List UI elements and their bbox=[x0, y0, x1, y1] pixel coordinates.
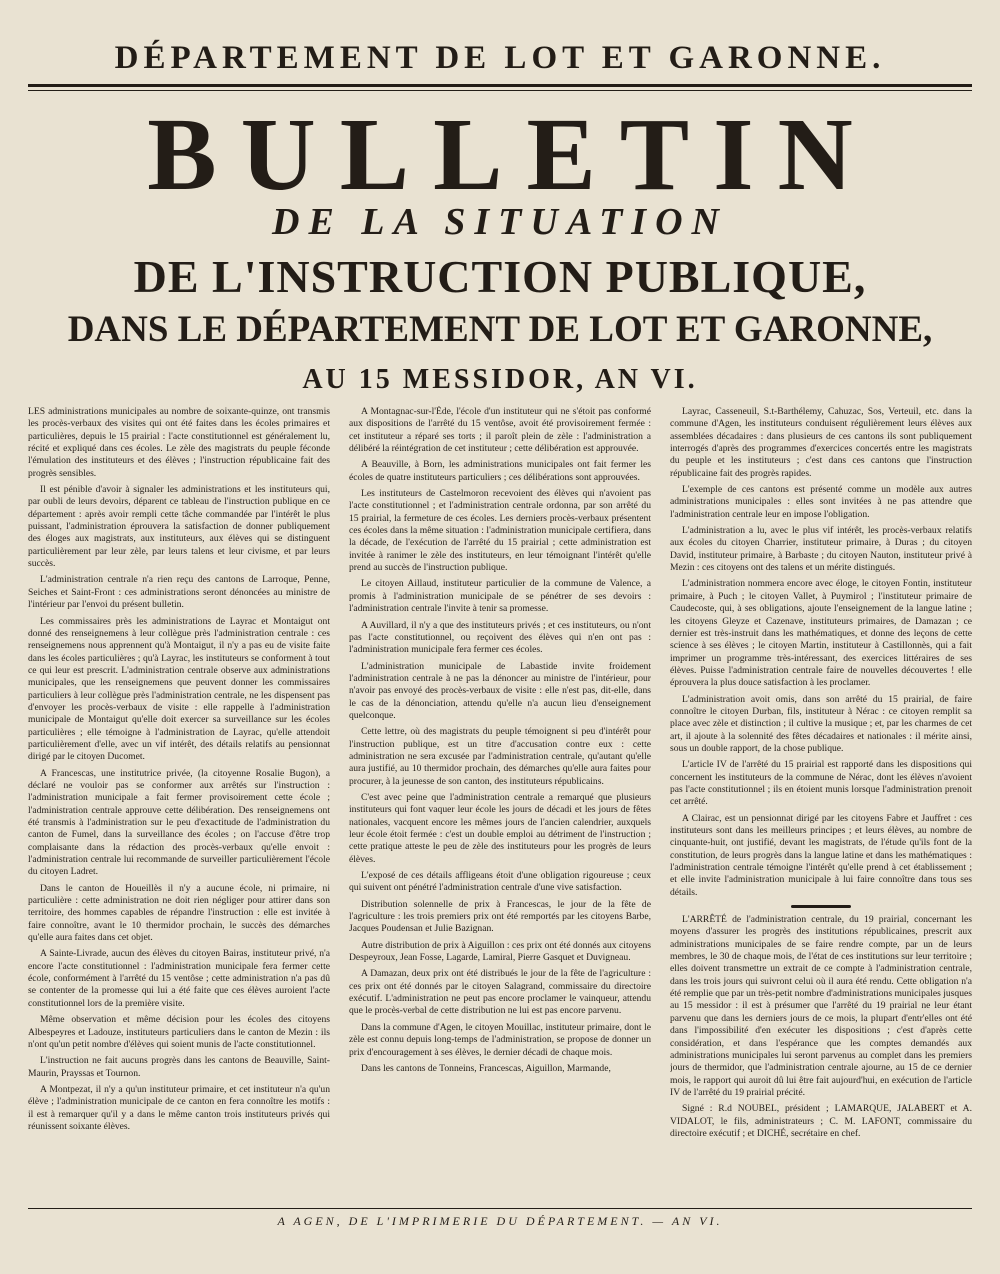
title-line-instruction: DE L'INSTRUCTION PUBLIQUE, bbox=[133, 251, 867, 302]
paragraph: A Beauville, à Born, les administrations municipales ont fait fermer les écoles de quatre instituteurs particuliers ; ces délibérations sont approuvées. bbox=[349, 459, 651, 483]
text-column-3 bbox=[670, 406, 972, 1198]
paragraph: Dans le canton de Houeillès il n'y a aucune école, ni primaire, ni particulière : cette administration ne doit rien négliger pour attirer dans son territoire, des hommes capables de répandre l'instruction : elle est invitée à faire connoître, avant le 10 thermidor prochain, le succès des démarches qu'elle aura faites dans cet objet. bbox=[28, 882, 330, 944]
text-columns bbox=[28, 406, 972, 1198]
header-rule-thin bbox=[28, 90, 972, 91]
paragraph: L'administration a lu, avec le plus vif intérêt, les procès-verbaux relatifs aux écoles du citoyen Charrier, instituteur primaire, à Duras ; du citoyen David, instituteur primaire, à Barbaste ; du citoyen Nauton, instituteur privé à Mezin : ces citoyens ont des talens et un mérite distingués. bbox=[670, 525, 972, 574]
paragraph: A Damazan, deux prix ont été distribués le jour de la fête de l'agriculture : ces prix ont été donnés par le citoyen Salagrand, commissaire du directoire exécutif. L'administration ne peut pas encore proclamer le vainqueur, attendu que le procès-verbal de cette distribution ne lui est pas encore parvenu. bbox=[349, 968, 651, 1017]
paragraph: L'administration municipale de Labastide invite froidement l'administration centrale à ne pas la dénoncer au ministre de l'intérieur, pour n'avoir pas envoyé des procès-verbaux de visite : elle n'est pas, dit-elle, dans le cas de la dénonciation, attendu qu'elle n'a aucun lieu d'enseignement quelconque. bbox=[349, 660, 651, 721]
title-line-department: DANS LE DÉPARTEMENT DE LOT ET GARONNE, bbox=[67, 309, 933, 350]
department-header: DÉPARTEMENT DE LOT ET GARONNE. bbox=[114, 40, 886, 76]
paragraph: Il est pénible d'avoir à signaler les administrations et les instituteurs qui, par oubli de leurs devoirs, déparent ce tableau de l'instruction publique en ce département : après avoir rempli cette tâche commandée par l'intérêt le plus puissant, l'administration éprouvera la satisfaction de donner publiquement des éloges aux magistrats, aux instituteurs, aux élèves qui se distinguent particulièrement par leur zèle, par leurs talens et leur civisme, et par leurs succès. bbox=[28, 484, 330, 570]
paragraph: A Clairac, est un pensionnat dirigé par les citoyens Fabre et Jauffret : ces instituteurs sont dans les meilleurs principes ; et leurs élèves, au nombre de cinquante-huit, ont justifié, devant les magistrats, de l'étude qu'ils font de la constitution, de leurs progrès dans la langue latine et dans les mathématiques : l'administration centrale témoigne l'intérêt qu'elle prend à cet établissement ; et elle invite l'administration municipale à lui faire connoître dans tous ses détails. bbox=[670, 812, 972, 898]
paragraph: L'administration avoit omis, dans son arrêté du 15 prairial, de faire connoître le citoyen Durban, fils, instituteur à Nérac : ce citoyen remplit sa place avec zèle et distinction ; il cultive la musique ; et, par les charmes de cet art, il ajoute à la solennité des fêtes décadaires et nationales : il mérite ainsi, sous un double rapport, de la chose publique. bbox=[670, 693, 972, 754]
paragraph: A Montpezat, il n'y a qu'un instituteur primaire, et cet instituteur n'a qu'un élève ; l'administration municipale de ce canton en fera connoître les motifs : il est à remarquer qu'il y a dans le même canton trois instituteurs privés qui réunissent soixante élèves. bbox=[28, 1083, 330, 1132]
paragraph: Distribution solennelle de prix à Francescas, le jour de la fête de l'agriculture : les trois premiers prix ont été remportés par les citoyens Barbe, Jacques Poudensan et Julie Bazignan. bbox=[349, 898, 651, 935]
document-subtitle: DE LA SITUATION bbox=[272, 201, 728, 243]
printer-imprint: A AGEN, DE L'IMPRIMERIE DU DÉPARTEMENT. — AN VI. bbox=[277, 1214, 723, 1228]
paragraph: Le citoyen Aillaud, instituteur particulier de la commune de Valence, a promis à l'administration municipale de se pénétrer de ses devoirs : l'administration centrale l'invite à tenir sa promesse. bbox=[349, 578, 651, 615]
paragraph: Même observation et même décision pour les écoles des citoyens Albespeyres et Ladouze, instituteurs particuliers dans le canton de Mezin : ils n'ont qu'un petit nombre d'élèves qui soient munis de l'acte constitutionnel. bbox=[28, 1014, 330, 1050]
paragraph: C'est avec peine que l'administration centrale a remarqué que plusieurs instituteurs qui font vaquer leur école les jours de décadi et les jours de fêtes nationales, vacquent encore les mêmes jours de l'ancien calendrier, auxquels leur école étoit fermée : c'est un double emploi au détriment de l'instruction ; cette pratique atteste le peu de zèle des instituteurs pour les progrès de leurs élèves. bbox=[349, 791, 651, 865]
paragraph: L'administration centrale n'a rien reçu des cantons de Larroque, Penne, Seiches et Saint-Front : ces administrations seront dénoncées au ministre de l'intérieur par l'envoi du présent bulletin. bbox=[28, 574, 330, 611]
paragraph: Signé : R.d NOUBEL, président ; LAMARQUE, JALABERT et A. VIDALOT, le fils, administrateurs ; C. M. LAFONT, commissaire du directoire exécutif ; et DICHÉ, secrétaire en chef. bbox=[670, 1103, 972, 1139]
text-column-1 bbox=[28, 406, 330, 1198]
paragraph: Layrac, Casseneuil, S.t-Barthélemy, Cahuzac, Sos, Verteuil, etc. dans la commune d'Agen, les instituteurs conduisent régulièrement leurs élèves aux assemblées décadaires : dans plusieurs de ces cantons ils sont publiquement interrogés d'après des programmes d'exercices concertés entre les magistrats du peuple et les instituteurs ; c'est dans ces cantons que l'instruction républicaine fait des progrès rapides. bbox=[670, 406, 972, 479]
paragraph: Les instituteurs de Castelmoron recevoient des élèves qui n'avoient pas l'acte constitutionnel ; et l'administration centrale ordonna, par son arrêté du 15 prairial, la fermeture de ces écoles. Les derniers procès-verbaux présentent ces écoles dans la même situation : l'administration municipale certifiera, dans la décade, de l'exécution de l'arrêté du 15 prairial ; cette administration est invitée à ranimer le zèle des instituteurs, en leur témoignant l'intérêt qu'elle prend au succès de l'instruction publique. bbox=[349, 488, 651, 574]
paragraph: A Sainte-Livrade, aucun des élèves du citoyen Bairas, instituteur privé, n'a encore l'acte constitutionnel : l'administration municipale fera fermer cette école, conformément à l'arrêté du 15 ventôse ; cette administration n'a pas dû se contenter de la promesse qui lui a été faite que ces élèves auroient l'acte constitutionnel lors de la première visite. bbox=[28, 948, 330, 1009]
document-title: BULLETIN bbox=[147, 97, 877, 212]
paragraph: L'article IV de l'arrêté du 15 prairial est rapporté dans les dispositions qui concernent les instituteurs de la commune de Nérac, dont les élèves n'avoient pas l'acte constitutionnel ; ils en étoient munis lorsque l'administration prenoit cet arrêté. bbox=[670, 759, 972, 808]
text-column-2 bbox=[349, 406, 651, 1198]
paragraph: L'exposé de ces détails affligeans étoit d'une obligation rigoureuse ; ceux qui suivent ont pénétré l'administration centrale d'une vive satisfaction. bbox=[349, 870, 651, 894]
header-rule-thick bbox=[28, 84, 972, 87]
paragraph: A Francescas, une institutrice privée, (la citoyenne Rosalie Bugon), a déclaré ne vouloir pas se conformer aux arrêtés sur l'instruction : l'administration municipale a fait fermer provisoirement cette école ; l'administration centrale approuve cette délibération. Des renseignemens ont été transmis à l'administration sur le peu d'exactitude de l'administration du canton de Fumel, dans la surveillance des écoles ; on l'accuse d'être trop complaisante dans la rédaction des procès-verbaux qu'elle envoit : l'administration centrale lui recommande de surveiller particulièrement l'école du citoyen Ladret. bbox=[28, 767, 330, 878]
paragraph: Cette lettre, où des magistrats du peuple témoignent si peu d'intérêt pour l'instruction publique, est un titre d'accusation contre eux : cette administration ne sera excusée par l'administration centrale, qu'autant qu'elle aura justifié, au 10 thermidor prochain, des démarches qu'elle aura faites pour procurer, à la jeunesse de son canton, des instituteurs républicains. bbox=[349, 726, 651, 787]
section-divider bbox=[791, 905, 851, 908]
paragraph: Les commissaires près les administrations de Layrac et Montaigut ont donné des renseignemens à leur collègue près l'administration centrale : ces renseignemens nous apprennent qu'à Montaigut, il n'y a pas eu de visite faite dans les écoles particulières ; qu'à Layrac, les instituteurs se conforment à tout ce qui leur est prescrit. L'administration centrale observe aux administrations municipales, que les renseignemens que peuvent donner les commissaires particuliers à leur collègue près l'administration centrale, ne les dispensent pas d'envoyer les procès-verbaux de visite : elle rappelle à l'administration municipale de Montaigut qu'elle doit exercer sa surveillance sur les écoles particulières ; elle témoigne à l'administration de Layrac, qu'elle attendoit particulièrement d'elle, avec un vif intérêt, des détails relatifs au pensionnat dirigé par le citoyen Ducomet. bbox=[28, 615, 330, 763]
paragraph: A Montagnac-sur-l'Ède, l'école d'un instituteur qui ne s'étoit pas conformé aux dispositions de l'arrêté du 15 ventôse, avoit été provisoirement fermée : cet instituteur a réparé ses torts ; il paroît plein de zèle : l'administration a délibéré la réintégration de cet instituteur ; cette délibération est approuvée. bbox=[349, 406, 651, 455]
paragraph: A Auvillard, il n'y a que des instituteurs privés ; et ces instituteurs, ou n'ont pas l'acte constitutionnel, ou reçoivent des élèves qui n'en ont pas : l'administration municipale fera fermer ces écoles. bbox=[349, 619, 651, 656]
title-line-date: AU 15 MESSIDOR, AN VI. bbox=[302, 364, 698, 395]
paragraph: L'ARRÊTÉ de l'administration centrale, du 19 prairial, concernant les moyens d'assurer les progrès des institutions républicaines, prescrit aux administrations municipales de se faire rendre compte, par un de leurs membres, le 30 de chaque mois, de l'état de ces institutions sur leur territoire ; elles doivent transmettre un extrait de ce compte à l'administration centrale, dans les trois jours qui suivront celui où il aura été rendu. Cette obligation n'a été remplie que par un très-petit nombre d'administrations municipales jusques au 15 messidor : il est à présumer que l'arrêté du 19 prairial ne leur étant parvenu que dans les derniers jours de ce mois, la plupart d'entr'elles ont été dans l'impossibilité d'en exécuter les dispositions ; c'est d'après cette considération, et dans l'espérance que les comptes demandés aux administrations municipales lui seront parvenus au complet dans les premiers jours de thermidor, que l'administration centrale ajourne, au 15 de ce dernier mois, le rapport qui auroit dû lui être fait aujourd'hui, en exécution de l'article IV de l'arrêté du 19 prairial précité. bbox=[670, 914, 972, 1098]
footer-rule bbox=[28, 1208, 972, 1209]
paragraph: Dans les cantons de Tonneins, Francescas, Aiguillon, Marmande, bbox=[361, 1062, 611, 1074]
paragraph: Dans la commune d'Agen, le citoyen Mouillac, instituteur primaire, dont le zèle est connu depuis long-temps de l'administration, se propose de donner un prix d'encouragement à ses élèves, le dernier décadi de chaque mois. bbox=[349, 1021, 651, 1058]
paragraph: Autre distribution de prix à Aiguillon : ces prix ont été donnés aux citoyens Despeyroux, Jean Fosse, Lagarde, Lamiral, Pierre Gasquet et Duvigneau. bbox=[349, 939, 651, 964]
paragraph: L'instruction ne fait aucuns progrès dans les cantons de Beauville, Saint-Maurin, Prayssas et Tournon. bbox=[28, 1055, 330, 1079]
paragraph: LES administrations municipales au nombre de soixante-quinze, ont transmis les procès-verbaux des visites qui ont été faites dans les écoles primaires et particulières, depuis le 15 prairial : l'acte constitutionnel est généralement lu, récité et expliqué dans ces écoles. Le zèle des magistrats du peuple féconde l'émulation des instituteurs et des élèves ; l'instruction républicaine fait des progrès sensibles. bbox=[28, 406, 330, 479]
paragraph: L'administration nommera encore avec éloge, le citoyen Fontin, instituteur primaire, à Puch ; le citoyen Vallet, à Puymirol ; l'instituteur primaire de Caudecoste, qui, à ses obligations, ajoute l'enseignement de la langue latine ; les citoyens Gleyze et Cazenave, instituteurs primaires, de Damazan ; ce dernier est très-instruit dans les mathématiques, et donne des leçons de cette science à ses élèves ; le citoyen Martin, instituteur à Castillonnès, qui a fait imprimer un programme très-intéressant, des exercices littéraires de ses élèves. Puisse l'administration centrale faire de nouvelles découvertes ! elle éprouvera la plus douce satisfaction à les proclamer. bbox=[670, 578, 972, 689]
paragraph: L'exemple de ces cantons est présenté comme un modèle aux autres administrations municipales : elles sont invitées à ne pas attendre que l'administration centrale leur en impose l'obligation. bbox=[670, 484, 972, 520]
